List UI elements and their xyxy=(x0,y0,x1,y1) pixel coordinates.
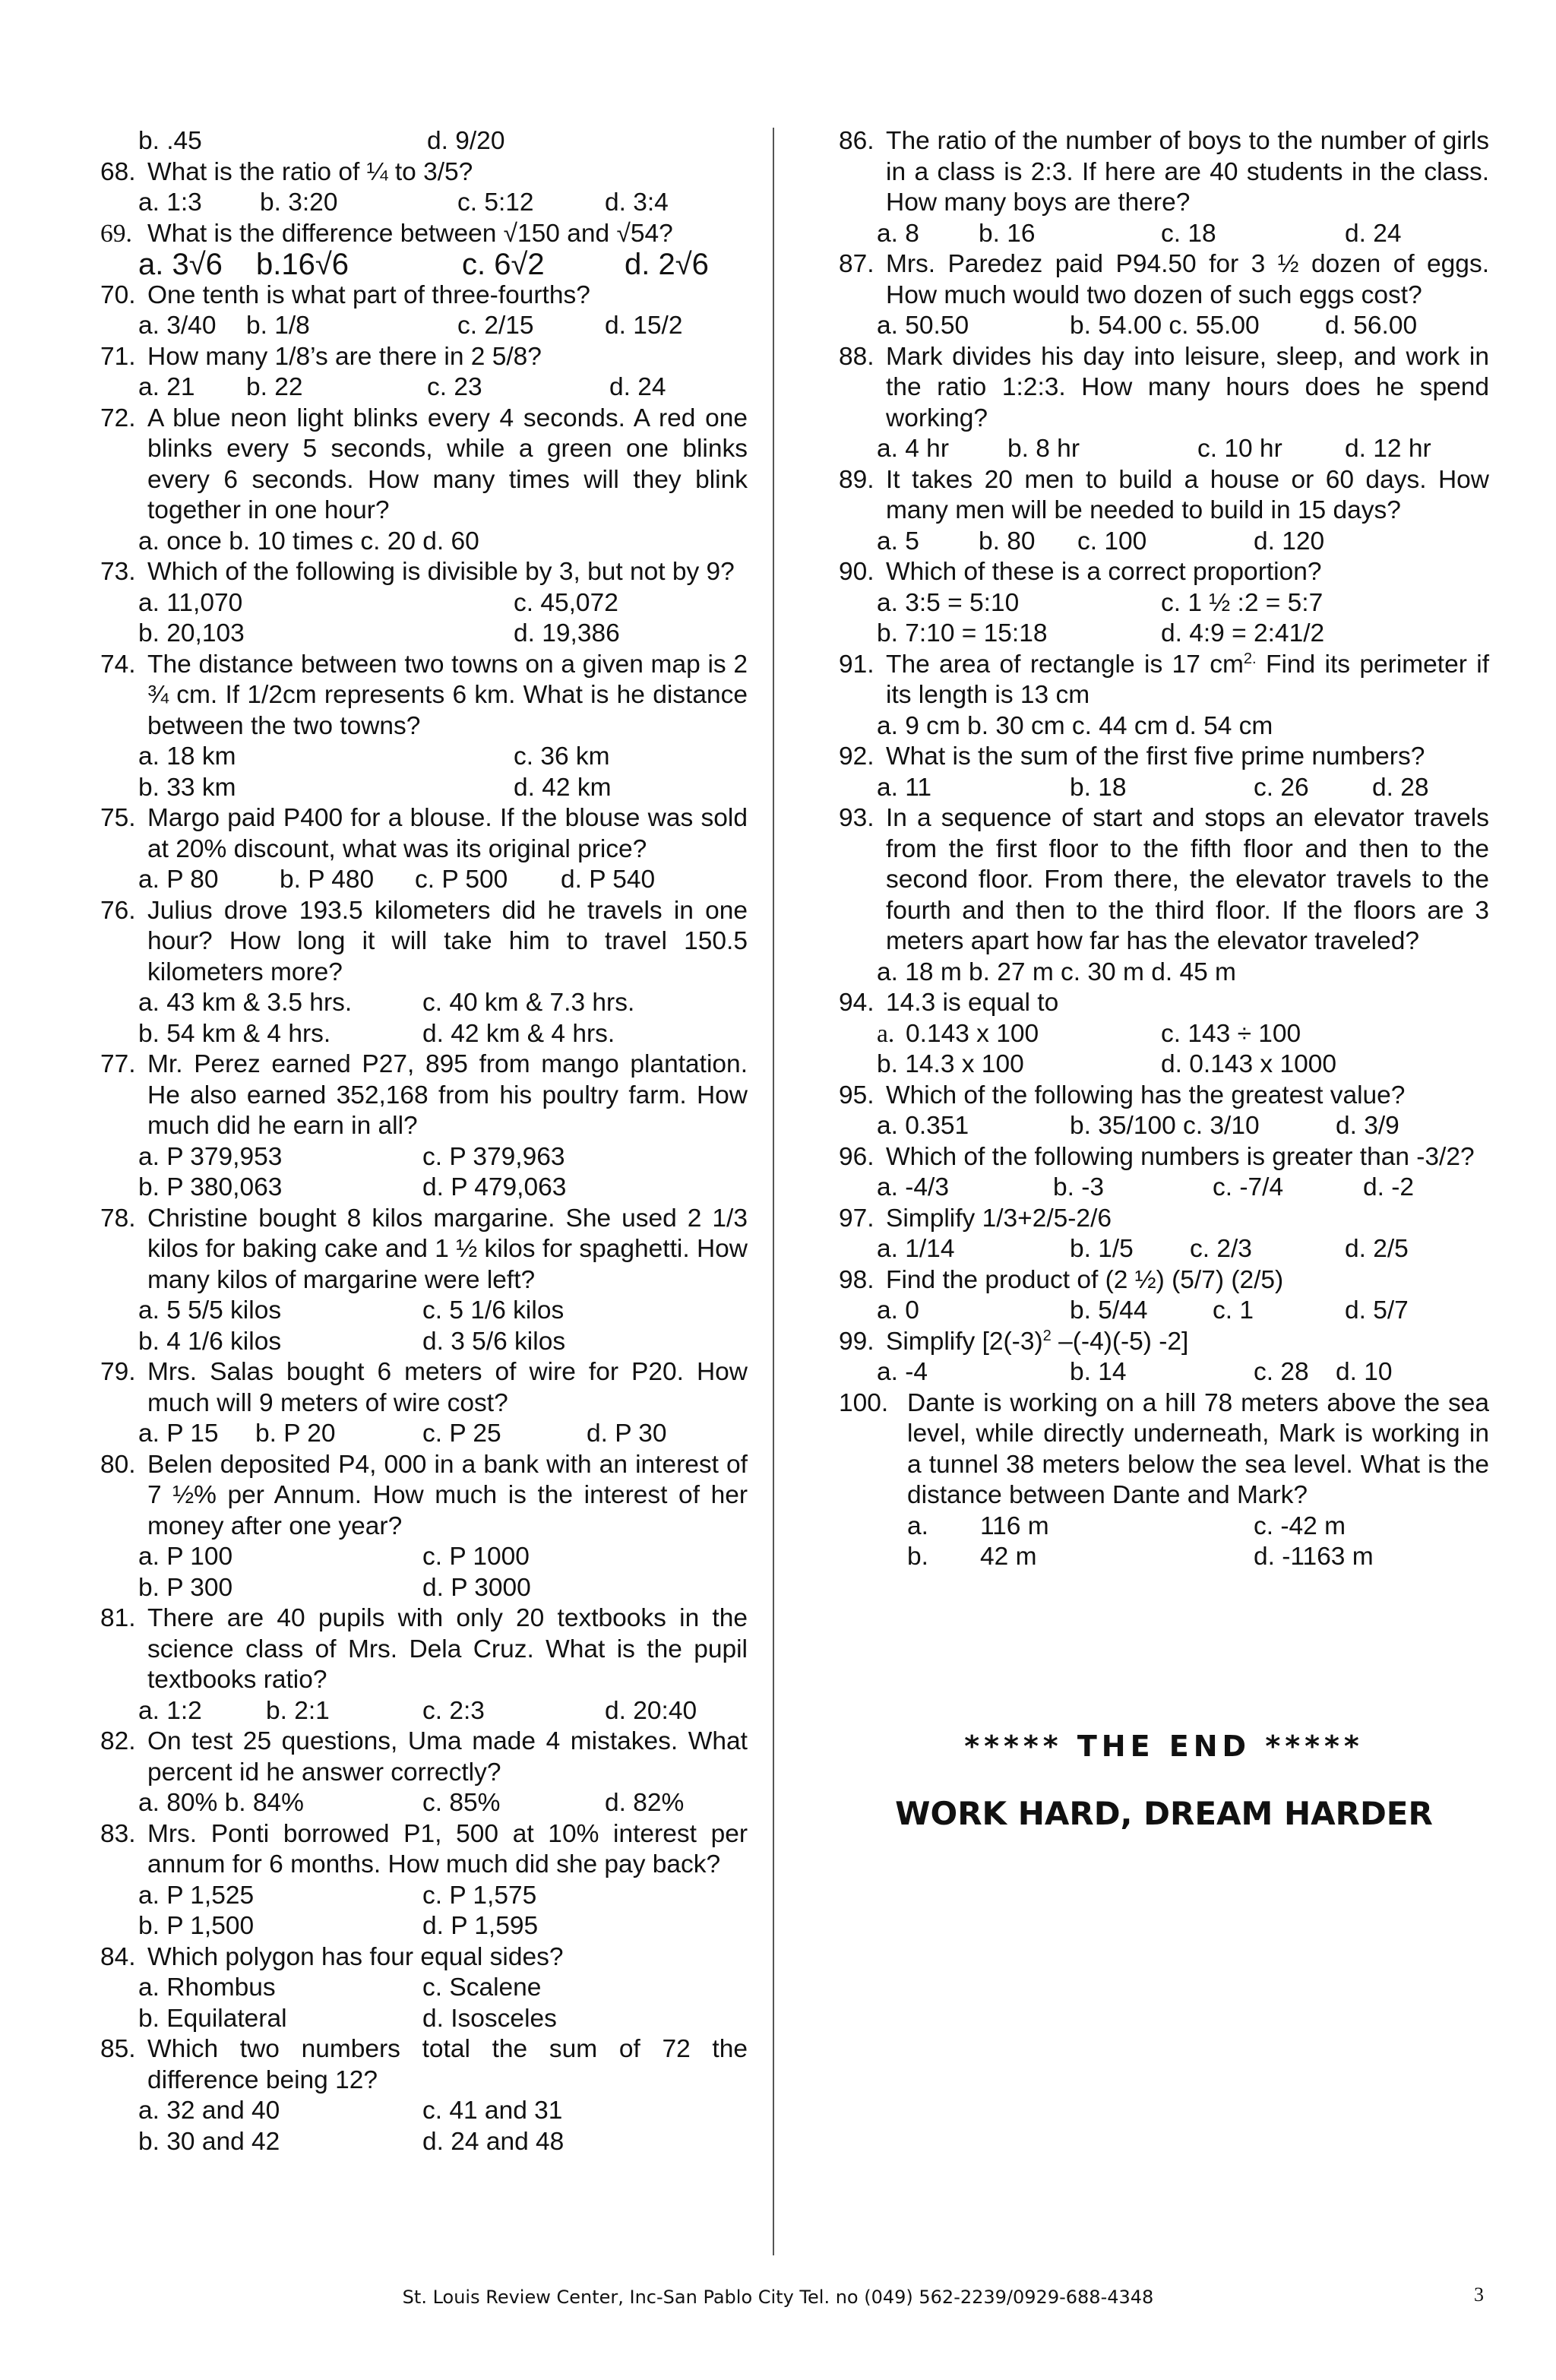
question-77: 77. Mr. Perez earned P27, 895 from mango plantation. He also earned 352,168 from his poultry farm. How much did he earn in all? xyxy=(100,1050,748,1140)
options-99: a. -4 b. 14 c. 28 d. 10 xyxy=(877,1358,1393,1386)
question-83: 83. Mrs. Ponti borrowed P1, 500 at 10% interest per annum for 6 months. How much did she pay back? xyxy=(100,1819,748,1878)
options-91: a. 9 cm b. 30 cm c. 44 cm d. 54 cm xyxy=(877,711,1273,740)
question-70: 70. One tenth is what part of three-fourths? xyxy=(100,280,590,309)
question-92: 92. What is the sum of the first five prime numbers? xyxy=(839,742,1425,771)
options-83-row1: a. P 1,525 c. P 1,575 xyxy=(138,1881,537,1910)
options-78-row2: b. 4 1/6 kilos d. 3 5/6 kilos xyxy=(138,1327,566,1356)
options-98: a. 0 b. 5/44 c. 1 d. 5/7 xyxy=(877,1296,1409,1325)
options-80-row2: b. P 300 d. P 3000 xyxy=(138,1573,531,1602)
options-73-row2: b. 20,103 d. 19,386 xyxy=(138,619,620,647)
question-89: 89. It takes 20 men to build a house or 60 days. How many men will be needed to build in 15 days? xyxy=(839,465,1489,524)
question-81: 81. There are 40 pupils with only 20 textbooks in the science class of Mrs. Dela Cruz. What is the pupil textbooks ratio? xyxy=(100,1604,748,1694)
question-97: 97. Simplify 1/3+2/5-2/6 xyxy=(839,1204,1112,1233)
motto: WORK HARD, DREAM HARDER xyxy=(895,1795,1433,1832)
question-94: 94. 14.3 is equal to xyxy=(839,989,1059,1017)
question-91: 91. The area of rectangle is 17 $cm^{2.}$ Find its perimeter if its length is 13 cm xyxy=(839,650,1490,709)
options-94-row2: b. 14.3 x 100 d. 0.143 x 1000 xyxy=(877,1050,1336,1078)
options-94-row1: a. 0.143 x 100 c. 143 ÷ 100 xyxy=(877,1019,1301,1048)
question-98: 98. Find the product of (2 ½) (5/7) (2/5) xyxy=(839,1265,1284,1294)
question-86: 86. The ratio of the number of boys to the number of girls in a class is 2:3. If here are 40 students in the class. How many boys are there? xyxy=(839,127,1489,217)
options-81: a. 1:2 b. 2:1 c. 2:3 d. 20:40 xyxy=(138,1696,697,1725)
question-95: 95. Which of the following has the greatest value? xyxy=(839,1081,1406,1109)
options-88: a. 4 hr b. 8 hr c. 10 hr d. 12 hr xyxy=(877,435,1431,463)
options-85-row2: b. 30 and 42 d. 24 and 48 xyxy=(138,2127,565,2156)
options-92: a. 11 b. 18 c. 26 d. 28 xyxy=(877,773,1429,802)
question-93: 93. In a sequence of start and stops an elevator travels from the first floor to the fifth floor and then to the second floor. From there, the elevator travels to the fourth and then to the third floor. If the floors are 3 meters apart how far has the elevator traveled? xyxy=(839,804,1489,955)
question-69: 69. What is the difference between √150 and √54? xyxy=(100,219,673,248)
question-100: 100. Dante is working on a hill 78 meters above the sea level, while directly underneath, Mark is working in a tunnel 38 meters below the sea level. What is the distance between Dante and Mark? xyxy=(839,1388,1489,1509)
question-73: 73. Which of the following is divisible by 3, but not by 9? xyxy=(100,558,735,586)
options-97: a. 1/14 b. 1/5 c. 2/3 d. 2/5 xyxy=(877,1235,1409,1263)
options-86: a. 8 b. 16 c. 18 d. 24 xyxy=(877,219,1402,248)
options-78-row1: a. 5 5/5 kilos c. 5 1/6 kilos xyxy=(138,1296,565,1325)
question-90: 90. Which of these is a correct proportion? xyxy=(839,558,1322,586)
column-divider xyxy=(773,128,774,2255)
options-84-row1: a. Rhombus c. Scalene xyxy=(138,1973,542,2002)
options-74-row1: a. 18 km c. 36 km xyxy=(138,742,610,771)
options-87: a. 50.50 b. 54.00 c. 55.00 d. 56.00 xyxy=(877,312,1418,340)
question-85: 85. Which two numbers total the sum of 72 the difference being 12? xyxy=(100,2035,748,2094)
options-77-row1: a. P 379,953 c. P 379,963 xyxy=(138,1142,565,1171)
question-71: 71. How many 1/8’s are there in 2 5/8? xyxy=(100,342,542,371)
question-75: 75. Margo paid P400 for a blouse. If the blouse was sold at 20% discount, what was its original price? xyxy=(100,804,748,863)
options-100-row2: b. 42 m d. -1163 m xyxy=(907,1543,1374,1571)
options-71: a. 21 b. 22 c. 23 d. 24 xyxy=(138,373,666,401)
left-column xyxy=(100,126,748,2157)
options-100-row1: a. 116 m c. -42 m xyxy=(907,1511,1346,1540)
options-76-row1: a. 43 km & 3.5 hrs. c. 40 km & 7.3 hrs. xyxy=(138,989,635,1017)
question-72: 72. A blue neon light blinks every 4 seconds. A red one blinks every 5 seconds, while a green one blinks every 6 seconds. How many times will they blink together in one hour? xyxy=(100,404,748,524)
options-69: a. 3√6 b.16√6 c. 6√2 d. 2√6 xyxy=(138,248,709,281)
right-column xyxy=(839,126,1489,1573)
the-end-banner: ***** THE END ***** xyxy=(964,1730,1364,1763)
question-76: 76. Julius drove 193.5 kilometers did he travels in one hour? How long it will take him to travel 150.5 kilometers more? xyxy=(100,896,748,986)
options-79: a. P 15 b. P 20 c. P 25 d. P 30 xyxy=(138,1419,667,1448)
options-72: a. once b. 10 times c. 20 d. 60 xyxy=(138,527,479,555)
options-95: a. 0.351 b. 35/100 c. 3/10 d. 3/9 xyxy=(877,1112,1399,1140)
question-80: 80. Belen deposited P4, 000 in a bank with an interest of 7 ½% per Annum. How much is the interest of her money after one year? xyxy=(100,1450,748,1540)
options-82: a. 80% b. 84% c. 85% d. 82% xyxy=(138,1789,685,1817)
options-73-row1: a. 11,070 c. 45,072 xyxy=(138,588,618,617)
options-90-row1: a. 3:5 = 5:10 c. 1 ½ :2 = 5:7 xyxy=(877,588,1324,617)
question-96: 96. Which of the following numbers is greater than -3/2? xyxy=(839,1142,1475,1171)
question-84: 84. Which polygon has four equal sides? xyxy=(100,1942,564,1971)
options-76-row2: b. 54 km & 4 hrs. d. 42 km & 4 hrs. xyxy=(138,1019,615,1048)
options-68: a. 1:3 b. 3:20 c. 5:12 d. 3:4 xyxy=(138,188,669,217)
question-87: 87. Mrs. Paredez paid P94.50 for 3 ½ dozen of eggs. How much would two dozen of such eggs cost? xyxy=(839,250,1489,309)
options-80-row1: a. P 100 c. P 1000 xyxy=(138,1543,530,1571)
question-82: 82. On test 25 questions, Uma made 4 mistakes. What percent id he answer correctly? xyxy=(100,1727,748,1787)
options-75: a. P 80 b. P 480 c. P 500 d. P 540 xyxy=(138,866,656,894)
options-89: a. 5 b. 80 c. 100 d. 120 xyxy=(877,527,1325,555)
options-96: a. -4/3 b. -3 c. -7/4 d. -2 xyxy=(877,1173,1415,1201)
options-83-row2: b. P 1,500 d. P 1,595 xyxy=(138,1912,539,1940)
options-77-row2: b. P 380,063 d. P 479,063 xyxy=(138,1173,567,1201)
question-78: 78. Christine bought 8 kilos margarine. She used 2 1/3 kilos for baking cake and 1 ½ kilos for spaghetti. How many kilos of margarine were left? xyxy=(100,1204,748,1294)
options-85-row1: a. 32 and 40 c. 41 and 31 xyxy=(138,2097,563,2125)
page-footer: St. Louis Review Center, Inc-San Pablo City Tel. no (049) 562-2239/0929-688-4348 xyxy=(402,2287,1154,2308)
options-93: a. 18 m b. 27 m c. 30 m d. 45 m xyxy=(877,957,1236,986)
carry-over-options: b. .45 d. 9/20 xyxy=(138,127,505,155)
options-70: a. 3/40 b. 1/8 c. 2/15 d. 15/2 xyxy=(138,312,683,340)
page-number: 3 xyxy=(1474,2283,1484,2306)
question-99: 99. Simplify [$2(-3)^2$ –(-4)(-5) -2] xyxy=(839,1327,1189,1356)
question-68: 68. What is the ratio of ¼ to 3/5? xyxy=(100,157,473,186)
question-74: 74. The distance between two towns on a given map is 2 ¾ cm. If 1/2cm represents 6 km. What is he distance between the two towns? xyxy=(100,650,748,740)
options-84-row2: b. Equilateral d. Isosceles xyxy=(138,2004,557,2033)
question-79: 79. Mrs. Salas bought 6 meters of wire for P20. How much will 9 meters of wire cost? xyxy=(100,1358,748,1417)
options-90-row2: b. 7:10 = 15:18 d. 4:9 = 2:41/2 xyxy=(877,619,1325,647)
question-88: 88. Mark divides his day into leisure, sleep, and work in the ratio 1:2:3. How many hours does he spend working? xyxy=(839,342,1489,432)
options-74-row2: b. 33 km d. 42 km xyxy=(138,773,612,802)
